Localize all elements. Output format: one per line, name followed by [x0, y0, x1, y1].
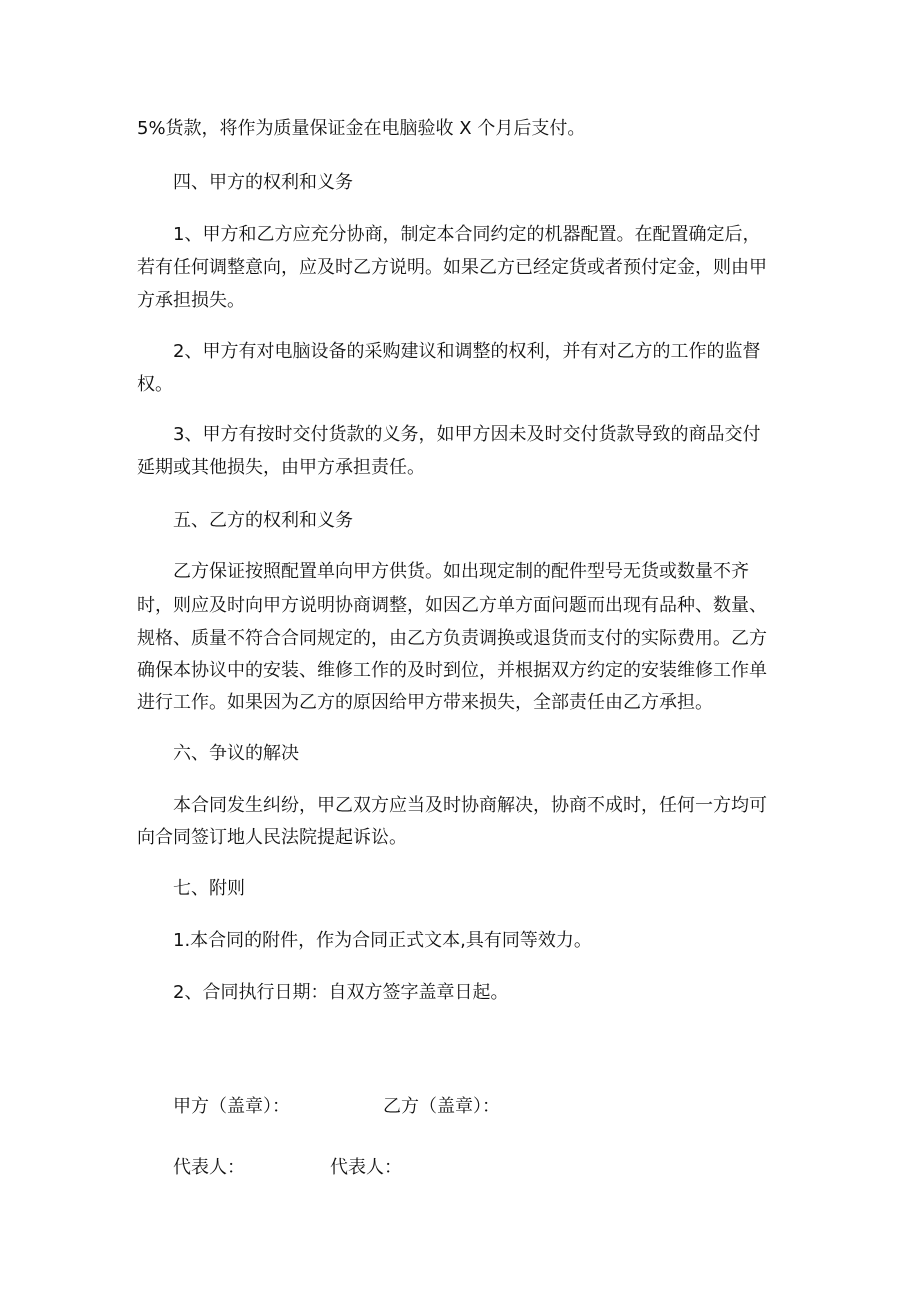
- paragraph-line: 5%货款，将作为质量保证金在电脑验收 X 个月后支付。: [137, 118, 586, 139]
- paragraph-line: 方承担损失。: [137, 290, 245, 311]
- paragraph-line: 1.本合同的附件，作为合同正式文本,具有同等效力。: [173, 930, 592, 951]
- section-heading-5: 五、乙方的权利和义务: [173, 510, 353, 531]
- section-heading-7: 七、附则: [173, 878, 245, 899]
- party-b-representative-label: 代表人：: [330, 1157, 402, 1178]
- paragraph-line: 进行工作。如果因为乙方的原因给甲方带来损失，全部责任由乙方承担。: [137, 692, 713, 713]
- section-heading-4: 四、甲方的权利和义务: [173, 172, 353, 193]
- paragraph-line: 时，则应及时向甲方说明协商调整，如因乙方单方面问题而出现有品种、数量、: [137, 595, 767, 616]
- party-a-seal-label: 甲方（盖章）：: [173, 1096, 290, 1117]
- paragraph-line: 权。: [137, 374, 173, 395]
- paragraph-line: 2、甲方有对电脑设备的采购建议和调整的权利，并有对乙方的工作的监督: [173, 341, 761, 362]
- paragraph-line: 若有任何调整意向，应及时乙方说明。如果乙方已经定货或者预付定金，则由甲: [137, 257, 767, 278]
- paragraph-line: 向合同签订地人民法院提起诉讼。: [137, 827, 407, 848]
- party-a-representative-label: 代表人：: [173, 1157, 245, 1178]
- paragraph-line: 规格、质量不符合合同规定的，由乙方负责调换或退货而支付的实际费用。乙方: [137, 628, 767, 649]
- paragraph-line: 确保本协议中的安装、维修工作的及时到位，并根据双方约定的安装维修工作单: [137, 660, 767, 681]
- party-b-seal-label: 乙方（盖章）：: [383, 1096, 500, 1117]
- paragraph-line: 2、合同执行日期：自双方签字盖章日起。: [173, 982, 509, 1003]
- paragraph-line: 乙方保证按照配置单向甲方供货。如出现定制的配件型号无货或数量不齐: [173, 561, 749, 582]
- paragraph-line: 延期或其他损失，由甲方承担责任。: [137, 457, 425, 478]
- section-heading-6: 六、争议的解决: [173, 743, 299, 764]
- paragraph-line: 本合同发生纠纷，甲乙双方应当及时协商解决，协商不成时，任何一方均可: [173, 795, 767, 816]
- paragraph-line: 1、甲方和乙方应充分协商，制定本合同约定的机器配置。在配置确定后，: [173, 224, 761, 245]
- paragraph-line: 3、甲方有按时交付货款的义务，如甲方因未及时交付货款导致的商品交付: [173, 424, 761, 445]
